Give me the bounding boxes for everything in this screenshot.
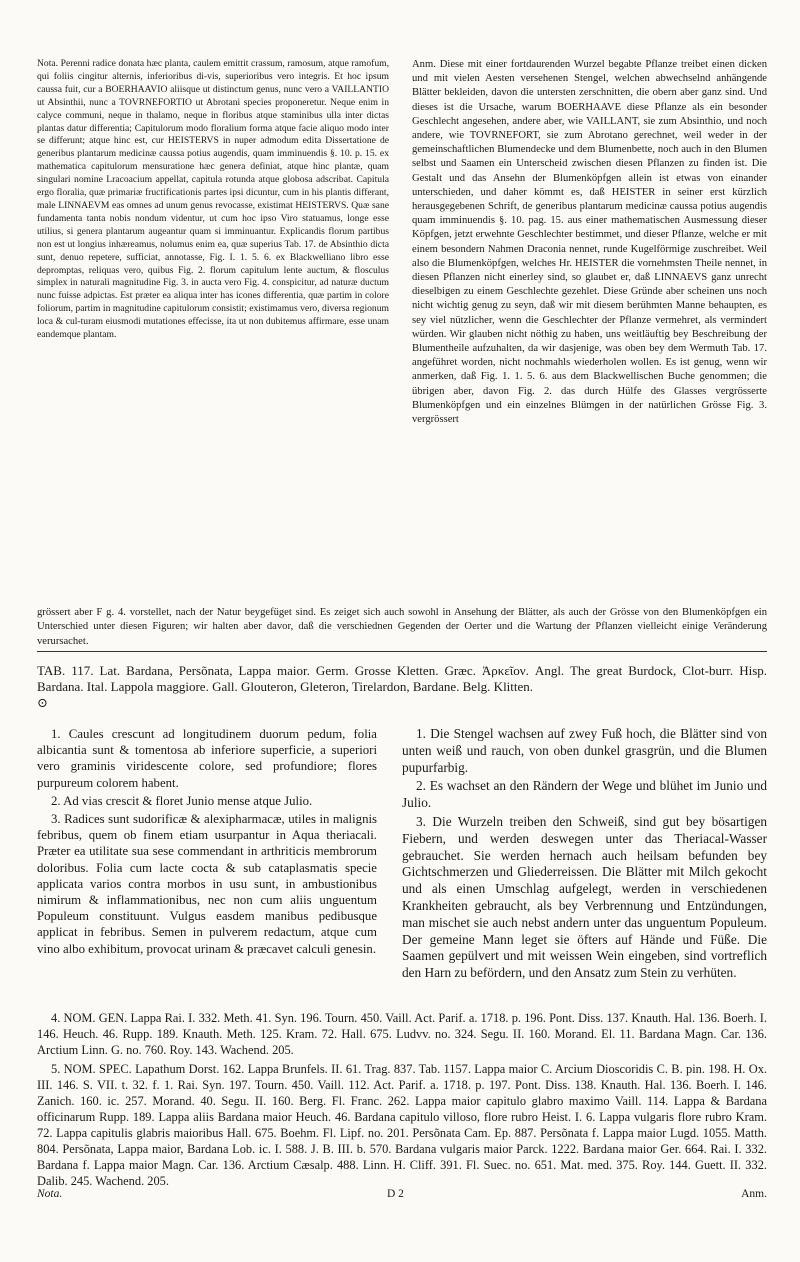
section-divider [37, 651, 767, 652]
plate-number: TAB. 117. [37, 663, 94, 678]
german-paragraph-3: 3. Die Wurzeln treiben den Schweiß, sind gut bey bösartigen Fiebern, und werden deswegen unter das Theriacal-Wasser gebrauchet. Sie werden hernach auch heilsam befunden bey Gichtschmerzen und Gliederreissen. Die Blätter mit Milch gekocht und als einen Umschlag aufgelegt, werden in verschiedenen Krankheiten gebraucht, als bey Verbrennung und Entzündungen, man mischet sie auch nebst andern unter das unguentum Populeum. Der gemeine Mann leget sie öfters auf Hände und Füße. Die Saamen gepülvert und mit weissen Wein eingeben, sind vortreflich den Harn zu befördern, und den Ansatz zum Stein zu verhüten. [402, 813, 767, 981]
plate-heading [37, 663, 767, 712]
german-note-continuation [37, 606, 767, 649]
latin-description-column [37, 726, 377, 959]
german-description-column [402, 726, 767, 984]
latin-paragraph-1: 1. Caules crescunt ad longitudinem duorum pedum, folia albicantia sunt & tomentosa ab inferiore superficie, a superiori vero graminis viridescente colore, sed profundiore; flores purpureum colorem habent. [37, 727, 377, 790]
species-synonyms [37, 1061, 767, 1189]
german-note-text: Anm. Diese mit einer fortdaurenden Wurzel begabte Pflanze treibet einen dicken und mit vielen Aesten versehenen Stengel, welchen abwechselnd anhängende Blätter bekleiden, davon die untersten zerschnitten, die obern aber ganz sind. Und dieses ist die Ursache, warum BOERHAAVE diese Pflanze als ein besonder Geschlecht angesehen, andere aber, wie VAILLANT, sie zum Absinthio, und noch andere, wie TOVRNEFORT, sie zum Abrotano gerechnet, weil weder in der gemeinschaftlichen Blumendecke und dem Blumenbette, noch auch in den Blumen selbst und Saamen ein Unterscheid zwischen diesen Pflanzen zu finden ist. Die Gestalt und das Ansehn der Blumenköpfgen allein ist etwas von einander unterschieden, und daher kömmt es, daß HEISTER in seiner erst kürzlich herausgegebenen Schrift, de generibus plantarum medicinæ caussa potius augendis quam imminuendis §. 10. pag. 15. aus einer mathematischen Ausmessung dieser Köpfgen, jetzt erwehnte Geschlechter bestimmet, und dieser Pflanze, welche er mit einem besondern Nahmen Draconia nennet, runde Kugelförmige zuschreibet. Weil also die Blumenköpfgen, welches Hr. HEISTER die vornehmsten Theile nennet, in diesen Pflanzen nicht einerley sind, so glaubet er, daß LINNAEVS ganz unrecht dieselbigen zu einem Geschlechte gezehlet. Diese Gründe aber scheinen uns noch nicht wichtig genug zu seyn, daß wir mit diesem berühmten Manne behaupten, es sey viel nützlicher, wenn die Geschlechter der Pflanze vermehret, als vermindert würden. Wir glauben nicht nöthig zu haben, uns weitläuftig bey Beschreibung der Blumentheile aufzuhalten, da wir dasjenige, was oben bey dem Wermuth Tab. 17. angeführet worden, nicht nochmahls wiederholen wollen. Es ist genug, wenn wir anmerken, daß Fig. 1. 1. 5. 6. aus dem Blackwellischen Buche genommen; die übrigen aber, davon Fig. 2. das durch Hülfe des Glasses vergrösserte Blumenköpfgen und ein einzelnes Blümgen in der natürlichen Grösse Fig. 3. vergrössert [412, 59, 767, 426]
footer-catchword-german: Anm. [741, 1188, 767, 1200]
page-footer [37, 1186, 767, 1202]
german-paragraph-1: 1. Die Stengel wachsen auf zwey Fuß hoch, die Blätter sind von unten weiß und rauch, von oben dunkel grasgrün, und die Blumen pupurfarbig. [402, 726, 767, 775]
footer-catchword-latin: Nota. [37, 1188, 63, 1200]
footer-signature-mark: D 2 [387, 1188, 404, 1200]
german-note-column [412, 58, 767, 427]
german-note-tail-text: grössert aber F g. 4. vorstellet, nach der Natur beygefüget sind. Es zeiget sich auch sowohl in Ansehung der Blätter, als auch der Grösse von den Blumenköpfgen ein Unterschied unter diesen Figuren; wir halten aber davor, daß die verschiednen Gegenden der Oerter und die Wartung der Pflanzen vielleicht einige Veränderung verursachet. [37, 607, 767, 647]
latin-note-text: Nota. Perenni radice donata hæc planta, caulem emittit crassum, ramosum, atque ramofum, qui foliis cingitur alternis, inferioribus di-vis, superioribus vero integris. Et hoc ipsum caussa fuit, cur a BOERHAAVIO aliisque ut distinctum genus, nunc vero a VAILLANTIO ut Absinthii, nunc a TOVRNEFORTIO ut Abrotani species proponeretur. Neque enim in calyce communi, neque in thalamo, neque in floribus atque staminibus ulla inter dictas plantas datur differentia; Capitulorum modo floralium forma atque facie aliquo modo inter se differunt; atque hinc est, cur HEISTERVS in nuper admodum edita Dissertatione de generibus plantarum medicinæ caussa potius augendis, quam imminuendis §. 10. p. 15. ex mathematica capitulorum mensuratione hæc genera definiat, atque hinc plantæ, quam singulari nomine Lracoacium appellat, capitula rotunda atque globosa adscribat. Capitula ergo floralia, quæ primariæ fructificationis partes ipsi dicuntur, cum in his plantis differant, male LINNAEVM eas omnes ad unum genus revocasse, existimat HEISTERVS. Quæ sane fundamenta tanta nobis nondum videntur, ut cum hoc ipso Viro statuamus, longe esse utilius, si genera plantarum augeantur quam si imminuantur. Explicandis florum partibus non est ut longius inhæreamus, nolumus enim ea, quæ superius Tab. 17. de Absinthio dicta sunt, denuo repetere, sufficiat, annotasse, Fig. I. 1. 5. 6. ex Blackwellianо libro esse depromptas, reliquas vero, quibus Fig. 2. florum capitulum lente auctum, & flosculus simplex in naturali magnitudine Fig. 3. in aucta vero Fig. 4. conspicitur, ad naturæ ductum nunc fuisse adpictas. Est præter ea aliqua inter has icones differentia, quæ partim in colore foliorum, partim in magnitudine capitulorum consistit; existimamus vero, diversa regionum loca & cul-turam eiusmodi mutationes effecisse, ita ut non dubitemus affirmare, esse unam eandemque plantam. [37, 58, 389, 341]
genus-synonyms-text: 4. NOM. GEN. Lappa Rai. I. 332. Meth. 41. Syn. 196. Tourn. 450. Vaill. Act. Parif. a. 1718. p. 196. Pont. Diss. 137. Knauth. Hal. 136. Boerh. I. 146. Heuch. 46. Rupp. 189. Knauth. Meth. 125. Kram. 72. Hall. 675. Ludvv. no. 324. Segu. II. 160. Morand. El. 11. Bardana Magn. Car. 136. Arctium Linn. G. no. 760. Roy. 143. Wachend. 205. [37, 1011, 767, 1057]
perennial-symbol: ⊙ [37, 695, 48, 711]
german-paragraph-2: 2. Es wachset an den Rändern der Wege und blühet im Junio und Julio. [402, 778, 767, 811]
latin-paragraph-3: 3. Radices sunt sudorificæ & alexipharmacæ, utiles in malignis febribus, quem ob finem etiam usurpantur in Aqua theriacali. Præter ea utilitate sua sese commendant in arthriticis membrorum doloribus. Folia cum lacte cocta & sub cataplasmatis specie applicata varios contra morbos in usu sunt, in ambustionibus nimirum & inflammationibus, nec non cum aliis unguentum Populeum constituunt. Vulgus easdem manibus pedibusque applicat in febribus. Semen in pulverem redactum, atque cum vino albo exhibitum, provocat urinam & præcavet calculi genesin. [37, 812, 377, 956]
plant-names: Lat. Bardana, Persõnata, Lappa maior. Germ. Grosse Kletten. Græc. Ἀρκεῖον. Angl. The great Burdock, Clot-burr. Hisp. Bardana. Ital. Lappola maggiore. Gall. Glouteron, Gleteron, Tirelardon, Bardane. Belg. Klitten. [37, 663, 768, 695]
latin-paragraph-2: 2. Ad vias crescit & floret Junio mense atque Julio. [51, 793, 313, 808]
genus-synonyms [37, 1010, 767, 1058]
latin-note-column [37, 58, 389, 342]
species-synonyms-text: 5. NOM. SPEC. Lapathum Dorst. 162. Lappa Brunfels. II. 61. Trag. 837. Tab. 1157. Lappa maior C. Arcium Dioscoridis C. B. pin. 198. H. Ox. III. 146. S. VII. t. 32. f. 1. Rai. Syn. 197. Tourn. 450. Vaill. 112. Act. Parif. a. 1718. p. 197. Pont. Diss. 138. Knauth. Hal. 136. Boerh. I. 146. Zanich. 160. ic. 257. Morand. 40. Segu. II. 160. Berg. Fl. Franc. 262. Lappa maior capitulo glabro maximo Vaill. 114. Lappa & Bardana officinarum Rupp. 189. Lappa aliis Bardana maior Heuch. 46. Bardana capitulo villoso, flore rubro Heist. I. 6. Lappa vulgaris flore rubro Kram. 72. Lappa capitulis glabris maioribus Hall. 675. Boehm. Fl. Lipf. no. 201. Persõnata Cam. Ep. 887. Persõnata f. Lappa maior Lugd. 1055. Matth. 804. Persõnata, Lappa maior, Bardana Lob. ic. I. 588. J. B. III. b. 570. Bardana vulgaris maior Parck. 1222. Bardana maior Ger. 664. Rai. I. 332. Bardana f. Lappa maior Magn. Car. 136. Arctium Cæsalp. 488. Linn. H. Cliff. 391. Fl. Suec. no. 651. Mat. med. 375. Roy. 144. Guett. II. 332. Dalib. 245. Wachend. 205. [37, 1062, 767, 1188]
